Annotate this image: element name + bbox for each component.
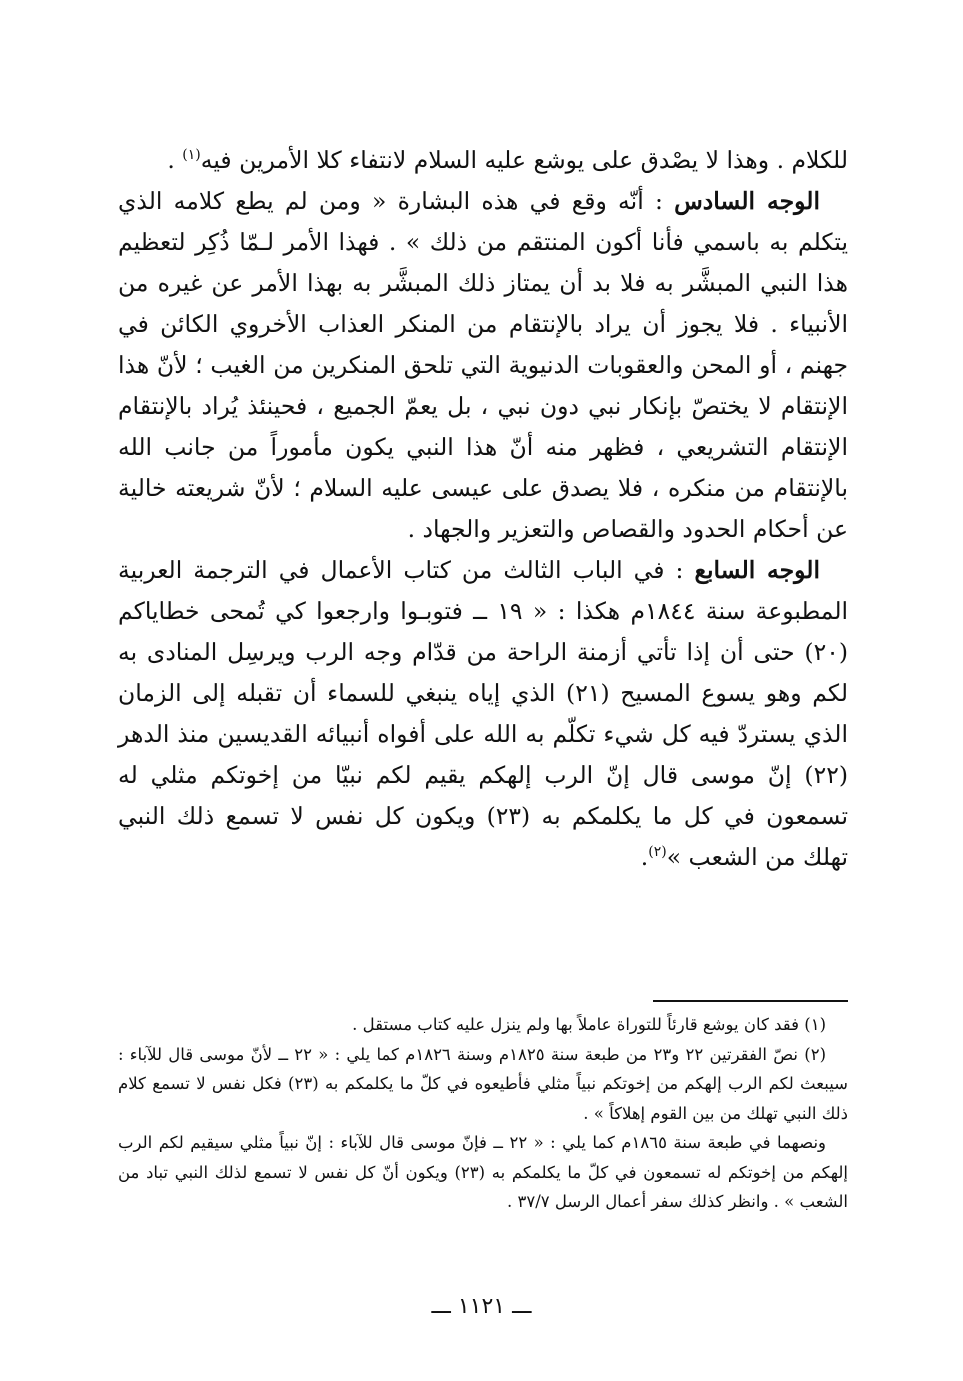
footnote-ref-2: (٢) — [648, 844, 667, 861]
sixth-aspect-paragraph — [118, 181, 848, 550]
footnote-divider — [653, 1000, 848, 1002]
seventh-aspect-label: الوجه السابع — [694, 556, 820, 584]
seventh-aspect-paragraph — [118, 550, 848, 878]
footnotes — [118, 1010, 848, 1217]
intro-text: للكلام . وهذا لا يصْدق على يوشع عليه السلام لانتفاء كلا الأمرين فيه — [200, 146, 848, 174]
seventh-end: . — [640, 843, 649, 871]
main-text — [118, 140, 848, 878]
page-number: ـــ ١١٢١ ـــ — [431, 1294, 532, 1319]
sixth-aspect-text: : أنّه وقع في هذه البشارة « ومن لم يطع كلامه الذي يتكلم به باسمي فأنا أكون المنتقم من ذلك » . فهذا الأمر لـمّا ذُكِر لتعظيم هذا النبي المبشَّر به فلا بد أن يمتاز ذلك المبشَّر به بهذا الأمر عن غيره من الأنبياء . فلا يجوز أن يراد بالإنتقام من المنكر العذاب الأخروي الكائن في جهنم ، أو المحن والعقوبات الدنيوية التي تلحق المنكرين من الغيب ؛ لأنّ هذا الإنتقام لا يختصّ بإنكار نبي دون نبي ، بل يعمّ الجميع ، فحينئذ يُراد بالإنتقام الإنتقام التشريعي ، فظهر منه أنّ هذا النبي يكون مأموراً من جانب الله بالإنتقام من منكره ، فلا يصدق على عيسى عليه السلام ؛ لأنّ شريعته خالية عن أحكام الحدود والقصاص والتعزير والجهاد . — [118, 187, 848, 543]
footnote-1: (١) فقد كان يوشع قارئاً للتوراة عاملاً بها ولم ينزل عليه كتاب مستقل . — [352, 1015, 826, 1034]
footnote-2-continuation: ونصهما في طبعة سنة ١٨٦٥م كما يلي : « ٢٢ ــ فإنّ موسى قال للآباء : إنّ نبياً مثلي سيقيم لكم الرب إلهكم من إخوتكم له تسمعون في كلّ ما يكلمكم به (٢٣) ويكون أنّ كل نفس لا تسمع لذلك النبي تباد من الشعب » . وانظر كذلك سفر أعمال الرسل ٣٧/٧ . — [118, 1133, 848, 1211]
intro-end: . — [167, 146, 183, 174]
sixth-aspect-label: الوجه السادس — [674, 187, 820, 215]
footnote-ref-1: (١) — [182, 147, 201, 164]
intro-paragraph — [118, 140, 848, 181]
footnote-2: (٢) نصّ الفقرتين ٢٢ و٢٣ من طبعة سنة ١٨٢٥م وسنة ١٨٢٦م كما يلي : « ٢٢ ــ لأنّ موسى قال للآباء : سيبعث لكم الرب إلهكم من إخوتكم نبياً مثلي فأطيعوه في كلّ ما يكلمكم به (٢٣) فكل نفس لا تسمع كلام ذلك النبي تهلك من بين القوم إهلاكاً » . — [118, 1044, 848, 1123]
seventh-aspect-text: : في الباب الثالث من كتاب الأعمال في الترجمة العربية المطبوعة سنة ١٨٤٤م هكذا : « ١٩ ــ فتوبـوا وارجعوا كي تُمحى خطاياكم (٢٠) حتى أن إذا تأتي أزمنة الراحة من قدّام وجه الرب ويرسِل المنادى به لكم وهو يسوع المسيح (٢١) الذي إياه ينبغي للسماء أن تقبله إلى الزمان الذي يستردّ فيه كل شيء تكلّم به الله على أفواه أنبيائه القديسين منذ الدهر (٢٢) إنّ موسى قال إنّ الرب إلهكم يقيم لكم نبيّا من إخوتكم مثلي له تسمعون في كل ما يكلمكم به (٢٣) ويكون كل نفس لا تسمع ذلك النبي تهلك من الشعب » — [118, 556, 849, 871]
